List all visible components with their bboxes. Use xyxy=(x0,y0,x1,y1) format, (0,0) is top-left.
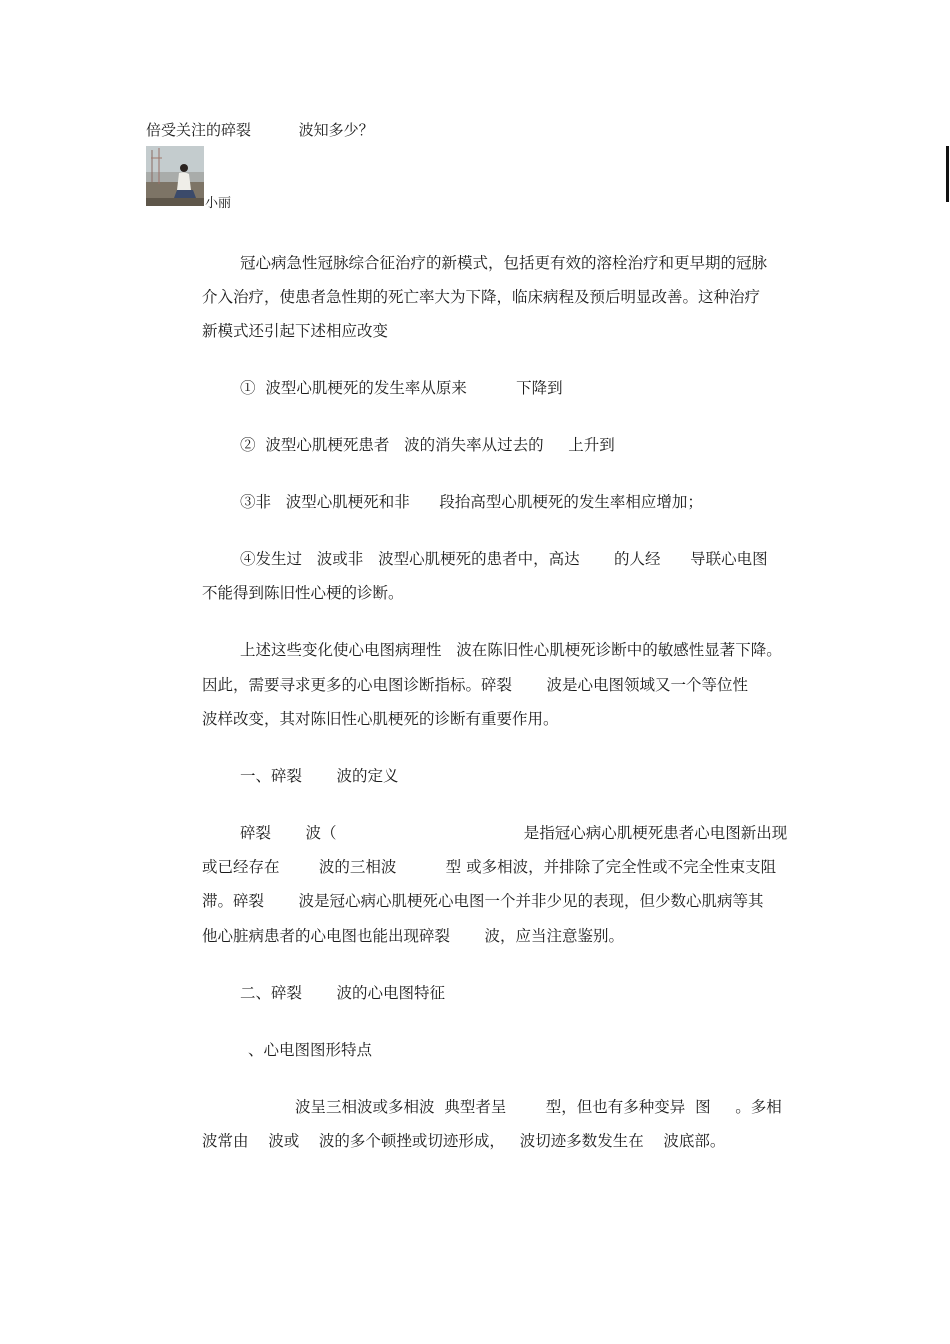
intro-line-3: 新模式还引起下述相应改变 xyxy=(202,322,389,340)
features-line-1: 波呈三相波或多相波 典型者呈 型，但也有多种变异 图 。多相 xyxy=(295,1098,782,1116)
article-title: 倍受关注的碎裂 波知多少？ xyxy=(146,121,374,139)
author-name: 小丽 xyxy=(205,196,232,211)
definition-line-3: 滞。碎裂 波是冠心病心肌梗死心电图一个并非少见的表现，但少数心肌病等其 xyxy=(202,892,764,910)
list-item-4-line-1: ④发生过 波或非 波型心肌梗死的患者中，高达 的人经 导联心电图 xyxy=(240,550,768,568)
list-item-1: ① 波型心肌梗死的发生率从原来 下降到 xyxy=(240,379,563,397)
list-item-2: ② 波型心肌梗死患者 波的消失率从过去的 上升到 xyxy=(240,436,615,454)
definition-line-4: 他心脏病患者的心电图也能出现碎裂 波，应当注意鉴别。 xyxy=(202,927,624,945)
intro-line-1: 冠心病急性冠脉综合征治疗的新模式，包括更有效的溶栓治疗和更早期的冠脉 xyxy=(240,254,768,272)
features-line-2: 波常由 波或 波的多个顿挫或切迹形成， 波切迹多数发生在 波底部。 xyxy=(202,1132,726,1150)
author-avatar xyxy=(146,146,204,206)
para2-line-3: 波样改变，其对陈旧性心肌梗死的诊断有重要作用。 xyxy=(202,710,559,728)
subsection-heading-morphology: 、心电图图形特点 xyxy=(248,1041,373,1059)
list-item-3: ③非 波型心肌梗死和非 段抬高型心肌梗死的发生率相应增加； xyxy=(240,493,703,511)
list-item-4-line-2: 不能得到陈旧性心梗的诊断。 xyxy=(202,584,404,602)
definition-line-1: 碎裂 波（ 是指冠心病心肌梗死患者心电图新出现 xyxy=(240,824,788,842)
para2-line-2: 因此，需要寻求更多的心电图诊断指标。碎裂 波是心电图领域又一个等位性 xyxy=(202,676,748,694)
intro-line-2: 介入治疗，使患者急性期的死亡率大为下降，临床病程及预后明显改善。这种治疗 xyxy=(202,288,761,306)
definition-line-2: 或已经存在 波的三相波 型 或多相波，并排除了完全性或不完全性束支阻 xyxy=(202,858,777,876)
section-heading-features: 二、碎裂 波的心电图特征 xyxy=(240,984,445,1002)
para2-line-1: 上述这些变化使心电图病理性 波在陈旧性心肌梗死诊断中的敏感性显著下降。 xyxy=(240,641,782,659)
section-heading-definition: 一、碎裂 波的定义 xyxy=(240,767,399,785)
page-edge-mark xyxy=(946,146,949,202)
